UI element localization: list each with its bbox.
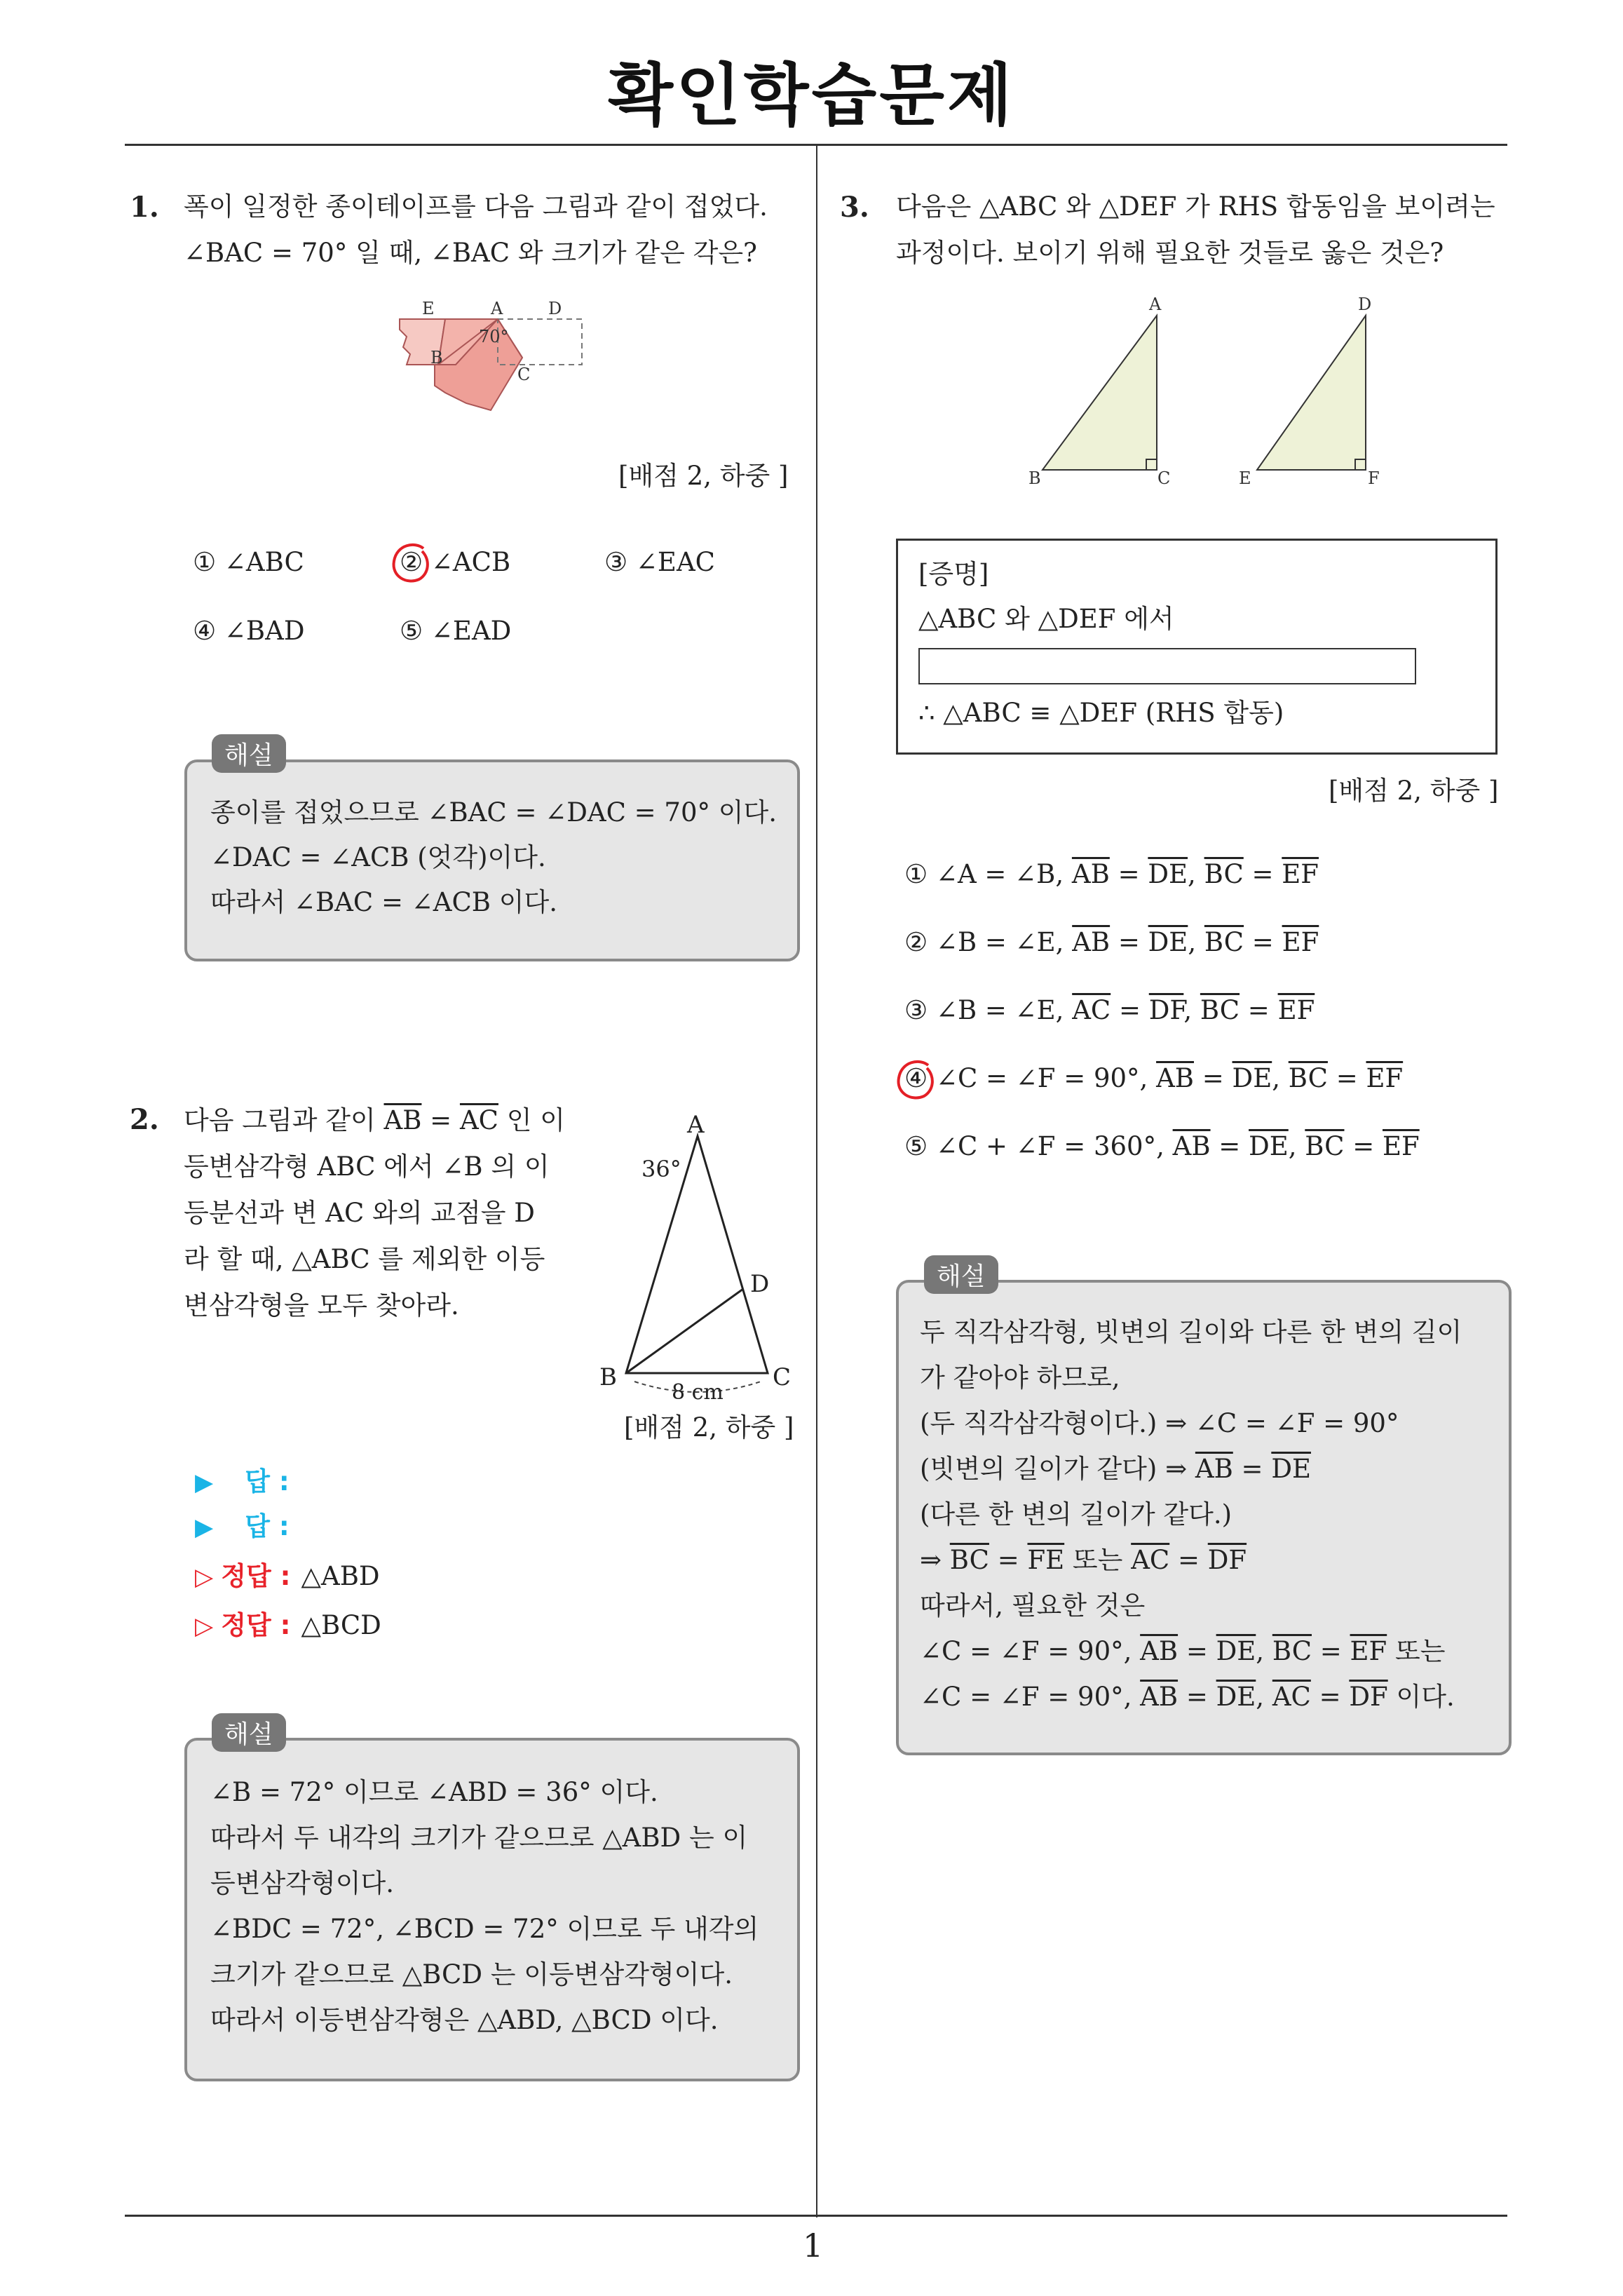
- point-label: D: [548, 299, 562, 318]
- choice-5[interactable]: ⑤ ∠EAD: [400, 616, 512, 646]
- solution-line: ∠BDC = 72°, ∠BCD = 72° 이므로 두 내각의: [210, 1914, 759, 1944]
- solution-line: (두 직각삼각형이다.) ⇒ ∠C = ∠F = 90°: [920, 1408, 1399, 1438]
- angle-label: 70°: [479, 327, 509, 346]
- question-text-line: 폭이 일정한 종이테이프를 다음 그림과 같이 접었다.: [184, 191, 768, 222]
- choice-4[interactable]: ④ ∠BAD: [193, 616, 305, 646]
- answer-mark-circle: [892, 1055, 941, 1105]
- point-label: B: [430, 348, 443, 367]
- question-text-line: 등분선과 변 AC 와의 교점을 D: [184, 1198, 535, 1228]
- solution-line: 가 같아야 하므로,: [920, 1363, 1120, 1393]
- choice-4[interactable]: ④ ∠C = ∠F = 90°, $\overline{AB} = \overline{DE}$, $\overline{BC} = \overline{EF}$: [904, 1063, 1404, 1093]
- vertex-label: A: [687, 1115, 705, 1139]
- answer-row[interactable]: [195, 1460, 290, 1498]
- question-text-line: 다음은 △ABC 와 △DEF 가 RHS 합동임을 보이려는: [896, 191, 1495, 222]
- answer-row[interactable]: [195, 1505, 290, 1543]
- vertex-label: D: [750, 1270, 770, 1298]
- length-label: 8 cm: [672, 1380, 724, 1405]
- hollow-arrow-icon: ▷: [195, 1612, 214, 1640]
- proof-conclusion: ∴ △ABC ≡ △DEF (RHS 합동): [918, 698, 1284, 728]
- solution-line: 크기가 같으므로 △BCD 는 이등변삼각형이다.: [210, 1959, 733, 1990]
- solution-line: 종이를 접었으므로 ∠BAC = ∠DAC = 70° 이다.: [210, 797, 777, 828]
- answer-label: 답 :: [245, 1466, 290, 1497]
- proof-line: △ABC 와 △DEF 에서: [918, 604, 1174, 634]
- proof-blank-field[interactable]: [918, 648, 1416, 684]
- vertex-label: B: [599, 1363, 617, 1391]
- correct-value: △ABD: [301, 1561, 380, 1591]
- solution-line: ∠C = ∠F = 90°, $\overline{AB} = \overline{DE}$, $\overline{AC} = \overline{DF}$ 이다.: [920, 1682, 1455, 1712]
- vertex-label: D: [1358, 295, 1372, 314]
- question-number: 1.: [130, 191, 159, 224]
- column-divider: [816, 145, 817, 2217]
- choice-2[interactable]: ② ∠ACB: [400, 547, 511, 577]
- question-text-line: 과정이다. 보이기 위해 필요한 것들로 옳은 것은?: [896, 238, 1444, 268]
- correct-value: △BCD: [301, 1610, 381, 1640]
- vertex-label: C: [1157, 468, 1171, 488]
- solution-line: 두 직각삼각형, 빗변의 길이와 다른 한 변의 길이: [920, 1317, 1462, 1347]
- solution-line: ∠C = ∠F = 90°, $\overline{AB} = \overline{DE}$, $\overline{BC} = \overline{EF}$ 또는: [920, 1636, 1446, 1666]
- question-number: 2.: [130, 1103, 159, 1136]
- play-arrow-icon: ▶: [195, 1468, 214, 1497]
- proof-title: [증명]: [918, 559, 989, 589]
- point-label: E: [422, 299, 435, 318]
- question-text-line: 다음 그림과 같이 $\overline{AB} = \overline{AC}$ 인 이: [184, 1105, 565, 1135]
- answer-label: 답 :: [245, 1511, 290, 1541]
- score-label: [배점 2, 하중 ]: [1329, 776, 1499, 806]
- solution-line: ∠DAC = ∠ACB (엇각)이다.: [210, 842, 546, 872]
- solution-line: 따라서, 필요한 것은: [920, 1591, 1146, 1621]
- question-number: 3.: [840, 191, 869, 224]
- page-number: 1: [803, 2227, 824, 2264]
- question-text-line: 등변삼각형 ABC 에서 ∠B 의 이: [184, 1152, 550, 1182]
- vertex-label: F: [1368, 468, 1380, 488]
- score-label: [배점 2, 하중 ]: [624, 1412, 794, 1443]
- solution-line: (다른 한 변의 길이가 같다.): [920, 1499, 1232, 1529]
- right-triangles-figure: [1020, 295, 1399, 498]
- correct-answer-row: [195, 1604, 381, 1642]
- hollow-arrow-icon: ▷: [195, 1563, 214, 1591]
- isosceles-triangle-figure: [596, 1115, 806, 1417]
- point-label: C: [517, 365, 531, 384]
- question-text-line: 라 할 때, △ABC 를 제외한 이등: [184, 1244, 545, 1274]
- vertex-label: E: [1239, 468, 1251, 488]
- answer-mark-circle: [387, 539, 436, 588]
- page-title: 확인학습문제: [608, 56, 1015, 135]
- solution-line: 따라서 이등변삼각형은 △ABD, △BCD 이다.: [210, 2005, 719, 2035]
- vertex-label: A: [1149, 295, 1162, 314]
- point-label: A: [491, 299, 503, 318]
- solution-line: 등변삼각형이다.: [210, 1868, 394, 1898]
- score-label: [배점 2, 하중 ]: [618, 461, 789, 491]
- choice-2[interactable]: ② ∠B = ∠E, $\overline{AB} = \overline{DE}$, $\overline{BC} = \overline{EF}$: [904, 927, 1319, 957]
- correct-answer-row: [195, 1555, 380, 1593]
- correct-label: 정답 :: [221, 1610, 291, 1640]
- solution-tag: 해설: [212, 734, 286, 773]
- solution-tag: 해설: [924, 1255, 998, 1294]
- solution-tag: 해설: [212, 1713, 286, 1752]
- solution-line: 따라서 두 내각의 크기가 같으므로 △ABD 는 이: [210, 1823, 748, 1853]
- segment-ab: $\overline{AB}$: [383, 1105, 422, 1135]
- choice-3[interactable]: ③ ∠EAC: [604, 547, 715, 577]
- segment-ac: $\overline{AC}$: [459, 1105, 498, 1135]
- solution-line: 따라서 ∠BAC = ∠ACB 이다.: [210, 887, 557, 917]
- choice-5[interactable]: ⑤ ∠C + ∠F = 360°, $\overline{AB} = \overline{DE}$, $\overline{BC} = \overline{EF}$: [904, 1131, 1420, 1161]
- choice-3[interactable]: ③ ∠B = ∠E, $\overline{AC} = \overline{DF}$, $\overline{BC} = \overline{EF}$: [904, 995, 1315, 1025]
- vertex-label: C: [773, 1363, 792, 1391]
- solution-line: (빗변의 길이가 같다) ⇒ $\overline{AB} = \overline{DE}$: [920, 1454, 1311, 1484]
- question-text-line: ∠BAC = 70° 일 때, ∠BAC 와 크기가 같은 각은?: [184, 238, 757, 268]
- solution-line: ⇒ $\overline{BC} = \overline{FE}$ 또는 $\overline{AC} = \overline{DF}$: [920, 1545, 1247, 1575]
- choice-1[interactable]: ① ∠ABC: [193, 547, 304, 577]
- choice-1[interactable]: ① ∠A = ∠B, $\overline{AB} = \overline{DE}$, $\overline{BC} = \overline{EF}$: [904, 859, 1319, 889]
- correct-label: 정답 :: [221, 1561, 291, 1591]
- play-arrow-icon: ▶: [195, 1513, 214, 1541]
- vertex-label: B: [1028, 468, 1041, 488]
- solution-line: ∠B = 72° 이므로 ∠ABD = 36° 이다.: [210, 1777, 658, 1807]
- question-text-line: 변삼각형을 모두 찾아라.: [184, 1290, 459, 1321]
- folded-tape-figure: [386, 288, 596, 421]
- bottom-rule: [125, 2215, 1507, 2217]
- angle-label: 36°: [641, 1156, 681, 1182]
